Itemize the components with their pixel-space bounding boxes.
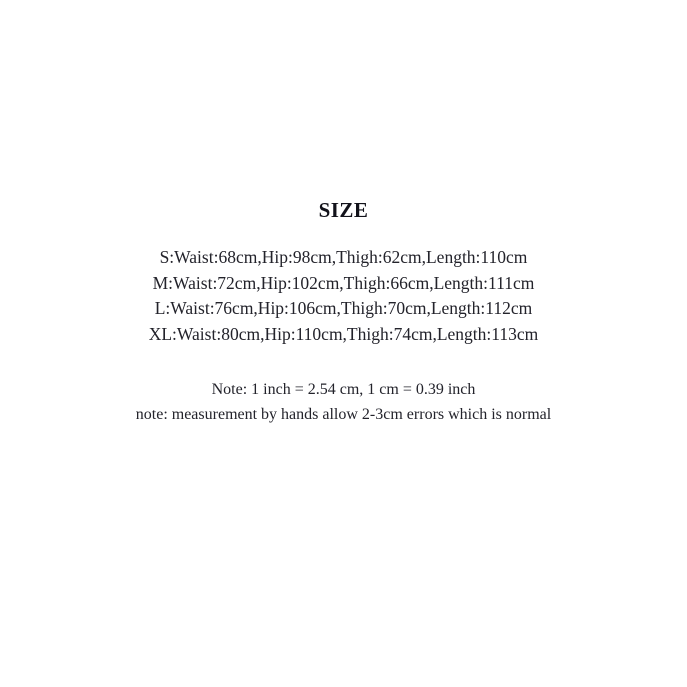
size-table xyxy=(0,245,687,347)
page-title: SIZE xyxy=(318,198,369,222)
size-row-l: L:Waist:76cm,Hip:106cm,Thigh:70cm,Length:112cm xyxy=(154,298,533,319)
size-row-s: S:Waist:68cm,Hip:98cm,Thigh:62cm,Length:110cm xyxy=(159,247,528,268)
note-conversion: Note: 1 inch = 2.54 cm, 1 cm = 0.39 inch xyxy=(211,381,476,399)
note-measurement-tolerance: note: measurement by hands allow 2-3cm errors which is normal xyxy=(135,406,552,424)
size-chart-content xyxy=(0,198,687,427)
notes-block xyxy=(0,377,687,427)
size-row-m: M:Waist:72cm,Hip:102cm,Thigh:66cm,Length:111cm xyxy=(152,272,535,293)
size-row-xl: XL:Waist:80cm,Hip:110cm,Thigh:74cm,Length:113cm xyxy=(148,323,539,344)
